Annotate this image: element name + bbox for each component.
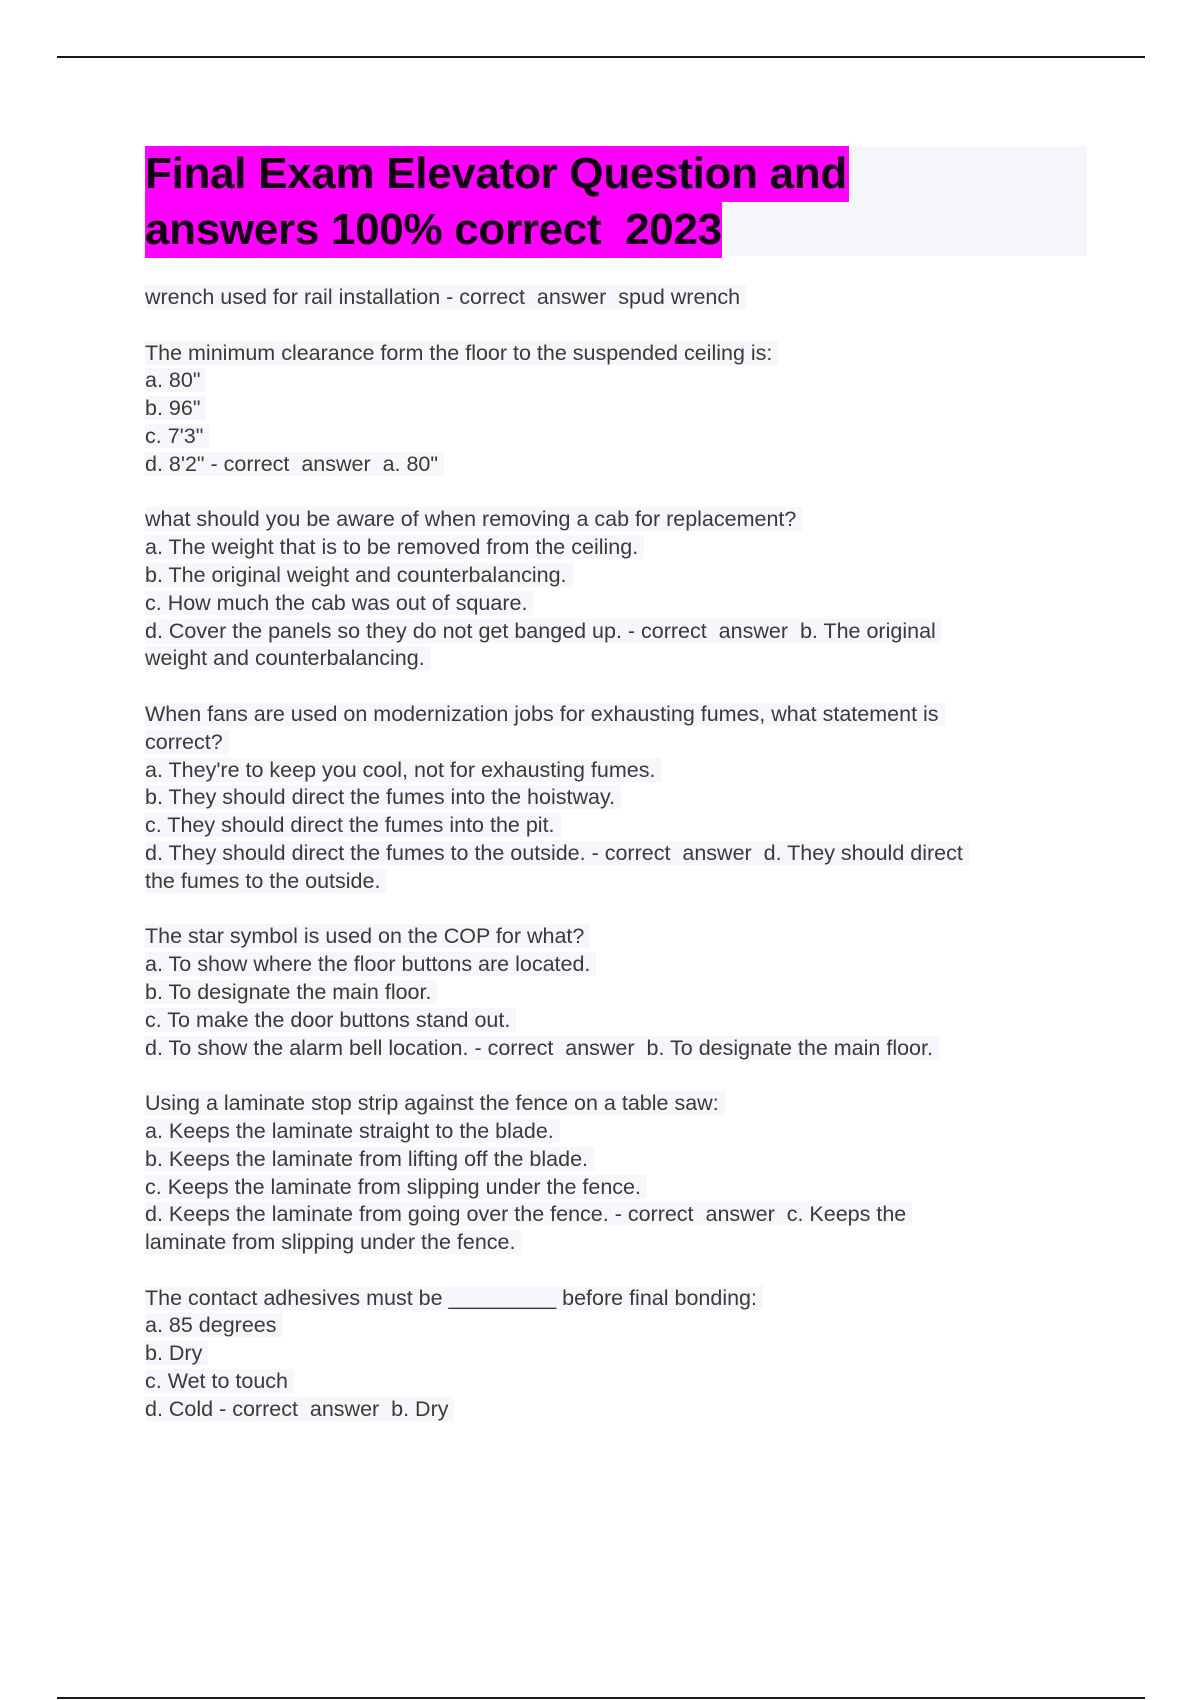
top-rule [57, 56, 1145, 58]
title-line-1: Final Exam Elevator Question and [145, 146, 849, 202]
option-c: c. Wet to touch [145, 1368, 1085, 1396]
option-a: a. They're to keep you cool, not for exhausting fumes. [145, 757, 1085, 785]
option-b: b. Keeps the laminate from lifting off the blade. [145, 1146, 1085, 1174]
question-line: wrench used for rail installation - correct answer spud wrench [145, 284, 1085, 312]
question-line: When fans are used on modernization jobs for exhausting fumes, what statement is [145, 701, 1085, 729]
option-a: a. Keeps the laminate straight to the blade. [145, 1118, 1085, 1146]
option-a: a. 85 degrees [145, 1312, 1085, 1340]
question-6 [145, 1090, 1085, 1257]
question-line: what should you be aware of when removing a cab for replacement? [145, 506, 1085, 534]
answer-continuation: weight and counterbalancing. [145, 645, 1085, 673]
option-c: c. They should direct the fumes into the pit. [145, 812, 1085, 840]
title-line-2: answers 100% correct 2023 [145, 202, 722, 258]
option-b: b. They should direct the fumes into the hoistway. [145, 784, 1085, 812]
question-line: The star symbol is used on the COP for what? [145, 923, 1085, 951]
option-b: b. The original weight and counterbalancing. [145, 562, 1085, 590]
question-4 [145, 701, 1085, 896]
option-c: c. How much the cab was out of square. [145, 590, 1085, 618]
question-5 [145, 923, 1085, 1062]
question-line: Using a laminate stop strip against the fence on a table saw: [145, 1090, 1085, 1118]
option-a: a. To show where the floor buttons are located. [145, 951, 1085, 979]
answer-continuation: laminate from slipping under the fence. [145, 1229, 1085, 1257]
question-2 [145, 340, 1085, 479]
question-continuation: correct? [145, 729, 1085, 757]
answer-continuation: the fumes to the outside. [145, 868, 1085, 896]
question-1 [145, 284, 1085, 312]
option-d-answer: d. They should direct the fumes to the outside. - correct answer d. They should direct [145, 840, 1085, 868]
bottom-rule [57, 1697, 1145, 1699]
option-a: a. 80" [145, 367, 1085, 395]
option-d-answer: d. Keeps the laminate from going over the fence. - correct answer c. Keeps the [145, 1201, 1085, 1229]
question-7 [145, 1285, 1085, 1424]
question-line: The minimum clearance form the floor to the suspended ceiling is: [145, 340, 1085, 368]
option-c: c. 7'3" [145, 423, 1085, 451]
document-body [145, 284, 1085, 1451]
option-a: a. The weight that is to be removed from the ceiling. [145, 534, 1085, 562]
option-d-answer: d. Cold - correct answer b. Dry [145, 1396, 1085, 1424]
option-c: c. Keeps the laminate from slipping under the fence. [145, 1174, 1085, 1202]
question-3 [145, 506, 1085, 673]
option-c: c. To make the door buttons stand out. [145, 1007, 1085, 1035]
title-block [145, 146, 1087, 256]
option-d-answer: d. 8'2" - correct answer a. 80" [145, 451, 1085, 479]
option-d-answer: d. To show the alarm bell location. - correct answer b. To designate the main floor. [145, 1035, 1085, 1063]
question-line: The contact adhesives must be _________ before final bonding: [145, 1285, 1085, 1313]
option-b: b. To designate the main floor. [145, 979, 1085, 1007]
option-b: b. Dry [145, 1340, 1085, 1368]
option-d-answer: d. Cover the panels so they do not get banged up. - correct answer b. The original [145, 618, 1085, 646]
option-b: b. 96" [145, 395, 1085, 423]
